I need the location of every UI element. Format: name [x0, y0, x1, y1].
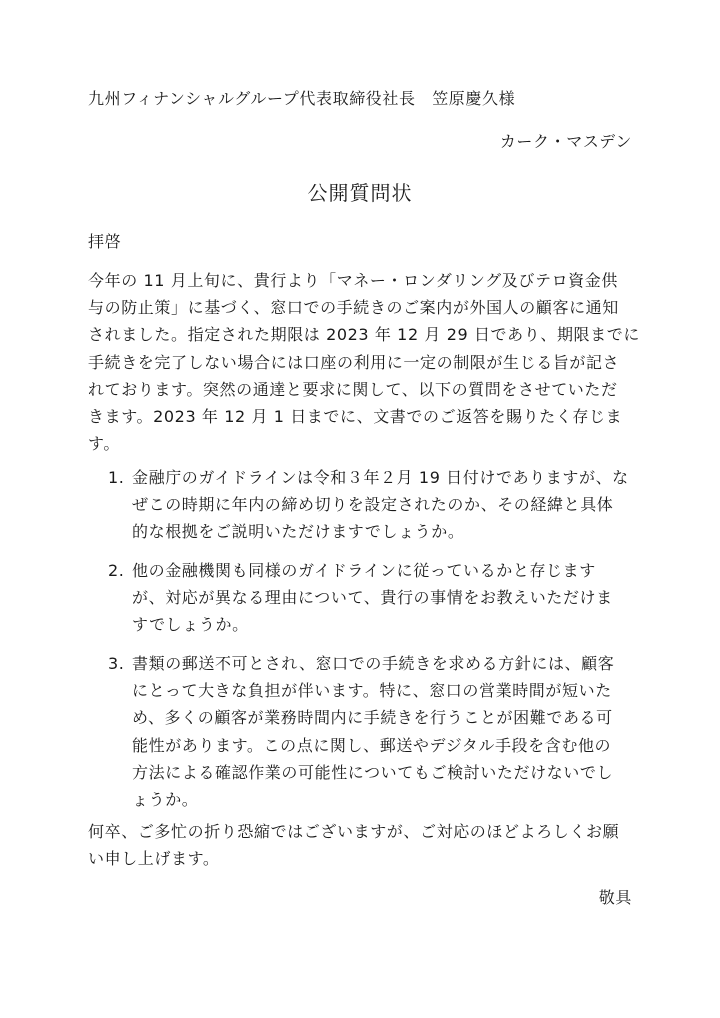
question-text [132, 557, 640, 639]
question-number: 3. [108, 654, 125, 673]
intro-line: きます。2023 年 12 月 1 日までに、文書でのご返答を賜りたく存じま [88, 407, 623, 427]
question-line: め、多くの顧客が業務時間内に手続きを行うことが困難である可 [132, 708, 613, 728]
question-line: 的な根拠をご説明いただけますでしょうか。 [132, 522, 465, 542]
question-line: ぜこの時期に年内の締め切りを設定されたのか、その経緯と具体 [132, 495, 614, 515]
intro-line: 手続きを完了しない場合には口座の利用に一定の制限が生じる旨が記さ [88, 352, 620, 372]
intro-line: 与の防止策」に基づく、窓口での手続きのご案内が外国人の顧客に通知 [88, 298, 619, 318]
question-line: すでしょうか。 [132, 615, 249, 635]
question-line: 方法による確認作業の可能性についてもご検討いただけないでし [132, 762, 614, 782]
question-number: 1. [108, 468, 125, 487]
intro-line: す。 [88, 434, 120, 454]
question-line: にとって大きな負担が伴います。特に、窓口の営業時間が短いた [132, 681, 612, 701]
closing-line: 何卒、ご多忙の折り恐縮ではございますが、ご対応のほどよろしくお願 [88, 822, 620, 841]
sender-name: カーク・マスデン [499, 132, 632, 151]
signoff: 敬具 [598, 888, 632, 907]
intro-line: 今年の 11 月上旬に、貴行より「マネー・ロンダリング及びテロ資金供 [88, 271, 618, 290]
question-line: 他の金融機関も同様のガイドラインに従っているかと存じます [132, 561, 596, 580]
question-line: 金融庁のガイドラインは令和３年２月 19 日付けでありますが、な [132, 468, 629, 487]
question-line: 書類の郵送不可とされ、窓口での手続きを求める方針には、顧客 [132, 654, 615, 673]
question-text [132, 464, 640, 546]
question-line: が、対応が異なる理由について、貴行の事情をお教えいただけま [132, 588, 613, 608]
intro-paragraph [88, 267, 640, 457]
salutation: 拝啓 [88, 232, 122, 251]
addressee-line: 九州フィナンシャルグループ代表取締役社長 笠原慶久様 [88, 89, 516, 108]
closing-line: い申し上げます。 [88, 849, 220, 869]
question-line: ょうか。 [132, 790, 199, 810]
intro-line: されました。指定された期限は 2023 年 12 月 29 日であり、期限までに [88, 325, 640, 345]
question-text [132, 650, 640, 813]
document-title: 公開質問状 [307, 181, 413, 205]
intro-line: れております。突然の通達と要求に関して、以下の質問をさせていただ [88, 379, 618, 399]
question-line: 能性があります。この点に関し、郵送やデジタル手段を含む他の [132, 735, 612, 755]
closing-paragraph [88, 818, 640, 872]
question-number: 2. [108, 561, 125, 580]
